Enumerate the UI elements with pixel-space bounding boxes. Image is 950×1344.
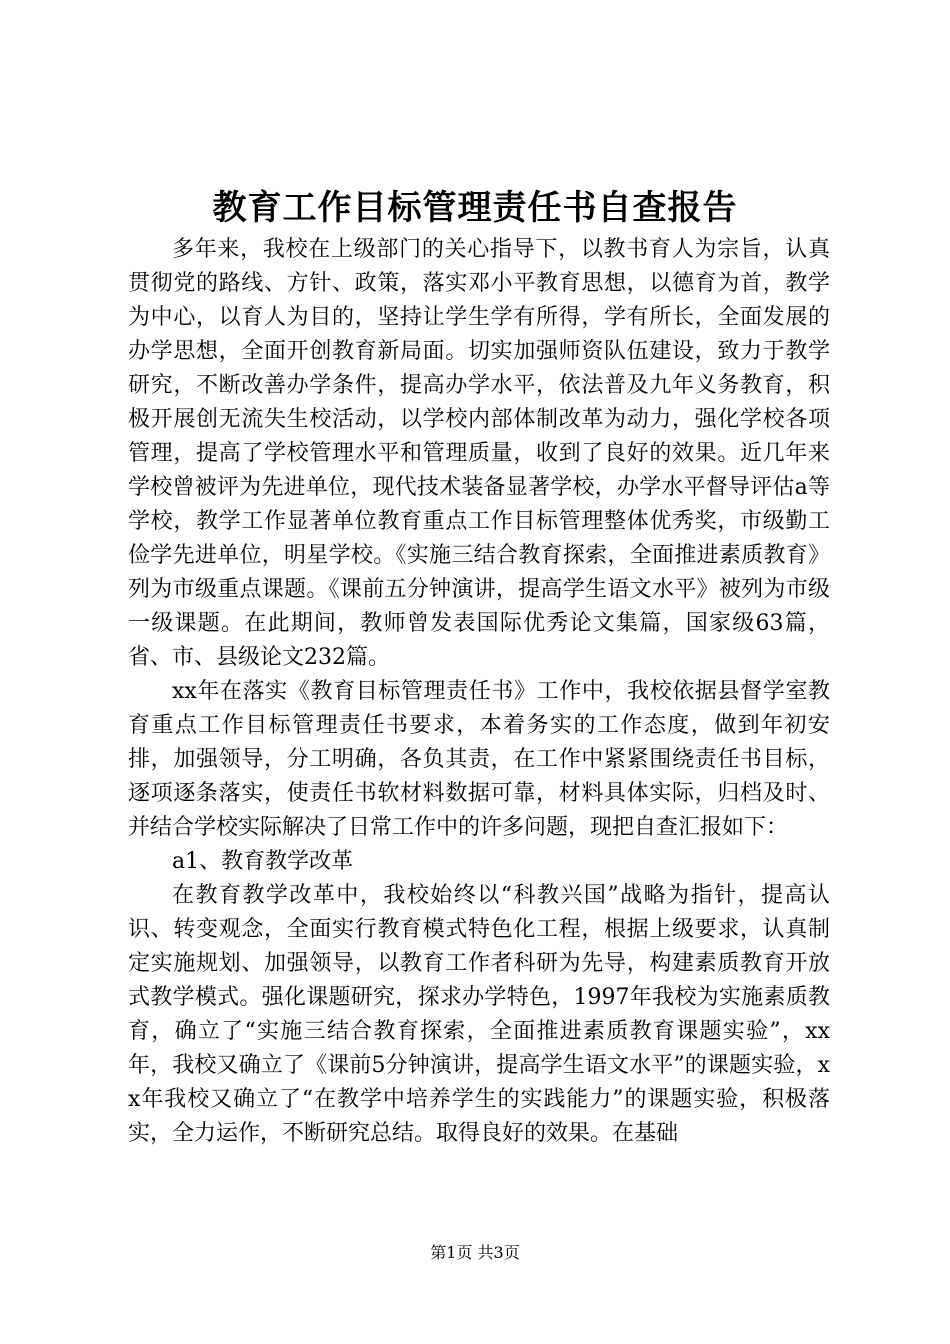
section-heading: a1、教育教学改革: [172, 849, 354, 874]
paragraph-responsibility: xx年在落实《教育目标管理责任书》工作中，我校依据县督学室教育重点工作目标管理责任书要求，本着务实的工作态度，做到年初安排，加强领导，分工明确，各负其责，在工作中紧紧围绕责任书目标，逐项逐条落实，使责任书软材料数据可靠，材料具体实际，归档及时、并结合学校实际解决了日常工作中的许多问题，现把自查汇报如下：: [128, 679, 830, 840]
paragraph-reform: 在教育教学改革中，我校始终以“科教兴国”战略为指针，提高认识、转变观念，全面实行教育模式特色化工程，根据上级要求，认真制定实施规划、加强领导，以教育工作者科研为先导，构建素质教育开放式教学模式。强化课题研究，探求办学特色，1997年我校为实施素质教育，确立了“实施三结合教育探索，全面推进素质教育课题实验”，xx年，我校又确立了《课前5分钟演讲，提高学生语文水平”的课题实验，xx年我校又确立了“在教学中培养学生的实践能力”的课题实验，积极落实，全力运作，不断研究总结。取得良好的效果。在基础: [128, 883, 830, 1146]
page-indicator: 第1页 共3页: [430, 1243, 520, 1262]
document-body: [128, 233, 830, 1151]
paragraph-intro: 多年来，我校在上级部门的关心指导下，以教书育人为宗旨，认真贯彻党的路线、方针、政策，落实邓小平教育思想，以德育为首，教学为中心，以育人为目的，坚持让学生学有所得，学有所长，全面发展的办学思想，全面开创教育新局面。切实加强师资队伍建设，致力于教学研究，不断改善办学条件，提高办学水平，依法普及九年义务教育，积极开展创无流失生校活动，以学校内部体制改革为动力，强化学校各项管理，提高了学校管理水平和管理质量，收到了良好的效果。近几年来学校曾被评为先进单位，现代技术装备显著学校，办学水平督导评估a等学校，教学工作显著单位教育重点工作目标管理整体优秀奖，市级勤工俭学先进单位，明星学校。《实施三结合教育探索，全面推进素质教育》列为市级重点课题。《课前五分钟演讲，提高学生语文水平》被列为市级一级课题。在此期间，教师曾发表国际优秀论文集篇，国家级63篇，省、市、县级论文232篇。: [128, 237, 830, 670]
document-title: 教育工作目标管理责任书自查报告: [212, 188, 738, 228]
